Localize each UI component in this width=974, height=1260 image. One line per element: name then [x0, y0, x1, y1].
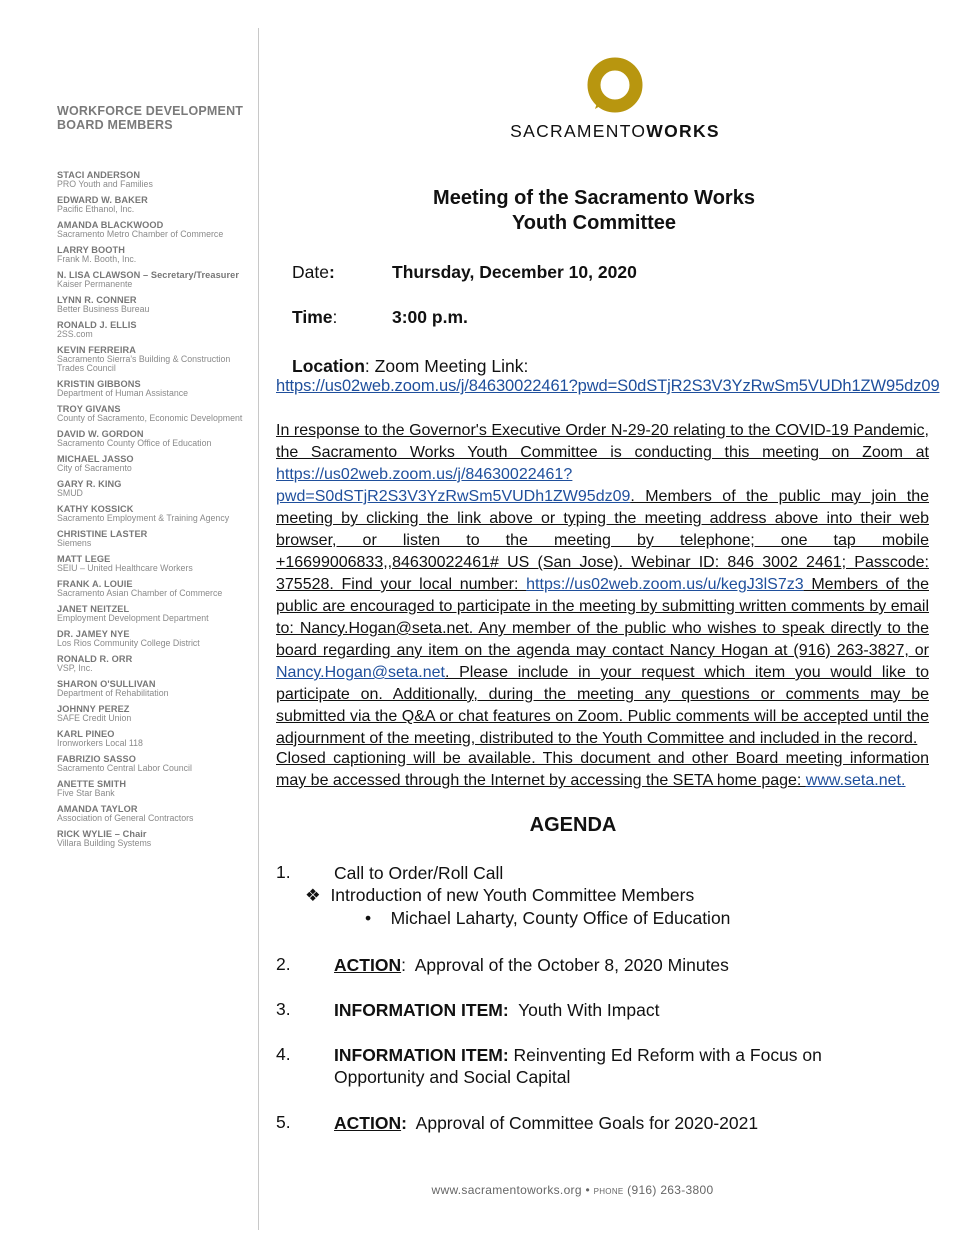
member-entry [57, 220, 252, 239]
agenda-item-1-text: Call to Order/Roll Call [334, 863, 504, 883]
member-name: RONALD J. ELLIS [57, 320, 137, 330]
member-name: GARY R. KING [57, 479, 122, 490]
member-organization: Association of General Contractors [57, 813, 194, 824]
member-name: ANETTE SMITH [57, 779, 127, 790]
member-list [57, 170, 252, 849]
member-organization: Sacramento Sierra's Building & Construction Trades Council [57, 354, 231, 374]
member-entry [57, 454, 252, 473]
local-number-link[interactable]: https://us02web.zoom.us/u/kegJ3lS7z3 [526, 576, 804, 593]
member-organization: Pacific Ethanol, Inc. [57, 204, 135, 214]
agenda-item-4: INFORMATION ITEM: Reinventing Ed Reform with a Focus on Opportunity and Social Capital [334, 1045, 822, 1087]
member-entry [57, 779, 252, 798]
member-organization: VSP, Inc. [57, 663, 93, 674]
zoom-meeting-link[interactable]: https://us02web.zoom.us/j/84630022461?pwd=S0dSTjR2S3V3YzRwSm5VUDh1ZW95dz09 [276, 377, 940, 395]
bullet-icon: • [365, 908, 372, 928]
captioning-paragraph: Closed captioning will be available. This document and other Board meeting information may be accessed through the Internet by accessing the SETA home page: www.seta.net. [276, 750, 929, 789]
logo-ring-icon [585, 57, 645, 117]
agenda-item-2-number: 2. [276, 954, 291, 974]
member-name: KEVIN FERREIRA [57, 345, 136, 355]
board-members-sidebar [57, 104, 252, 854]
member-entry [57, 554, 252, 573]
sidebar-title: WORKFORCE DEVELOPMENT BOARD MEMBERS [57, 104, 244, 132]
member-entry [57, 829, 252, 848]
agenda-item-2: ACTION: Approval of the October 8, 2020 Minutes [334, 955, 729, 975]
member-name: DR. JAMEY NYE [57, 629, 130, 640]
information-item-label: INFORMATION ITEM: [334, 1045, 509, 1065]
member-organization: Better Business Bureau [57, 304, 150, 314]
agenda-item-5-number: 5. [276, 1112, 291, 1132]
member-organization: Five Star Bank [57, 788, 115, 799]
member-organization: Kaiser Permanente [57, 279, 133, 289]
vertical-divider [258, 28, 259, 1230]
sacramento-works-logo [505, 55, 725, 147]
member-entry [57, 429, 252, 448]
member-organization: Sacramento County Office of Education [57, 438, 212, 449]
member-name: DAVID W. GORDON [57, 429, 144, 440]
member-entry [57, 295, 252, 314]
agenda-item-4-number: 4. [276, 1044, 291, 1064]
footer-phone-label: PHONE [593, 1187, 624, 1196]
member-name: AMANDA BLACKWOOD [57, 220, 164, 230]
footer-phone: (916) 263-3800 [623, 1183, 714, 1197]
member-entry [57, 195, 252, 214]
member-organization: Siemens [57, 538, 92, 549]
member-entry [57, 479, 252, 498]
time-value: 3:00 p.m. [392, 307, 468, 327]
member-organization: Frank M. Booth, Inc. [57, 254, 137, 264]
member-entry [57, 729, 252, 748]
member-name: SHARON O'SULLIVAN [57, 679, 156, 690]
member-entry [57, 270, 252, 289]
member-name: LARRY BOOTH [57, 245, 125, 255]
member-name: CHRISTINE LASTER [57, 529, 148, 540]
member-entry [57, 245, 252, 264]
agenda-item-3: INFORMATION ITEM: Youth With Impact [334, 1000, 660, 1020]
member-entry [57, 579, 252, 598]
action-label: ACTION [334, 955, 402, 975]
agenda-sub-sub-item: • Michael Laharty, County Office of Education [365, 908, 731, 928]
member-entry [57, 679, 252, 698]
member-name: JANET NEITZEL [57, 604, 130, 615]
member-name: JOHNNY PEREZ [57, 704, 130, 715]
member-entry [57, 170, 252, 189]
agenda-item-1-number: 1. [276, 862, 291, 882]
member-organization: PRO Youth and Families [57, 179, 153, 189]
seta-home-link[interactable]: www.seta.net. [805, 772, 906, 789]
member-name: EDWARD W. BAKER [57, 195, 148, 205]
member-organization: Department of Rehabilitation [57, 688, 169, 699]
member-entry [57, 504, 252, 523]
diamond-bullet-icon: ❖ [305, 885, 321, 905]
member-entry [57, 320, 252, 339]
information-item-label: INFORMATION ITEM: [334, 1000, 509, 1020]
member-name: STACI ANDERSON [57, 170, 141, 180]
member-entry [57, 404, 252, 423]
member-entry [57, 529, 252, 548]
member-name: KATHY KOSSICK [57, 504, 134, 515]
member-name: LYNN R. CONNER [57, 295, 137, 305]
action-label: ACTION [334, 1113, 402, 1133]
member-organization: 2SS.com [57, 329, 93, 339]
member-name: RICK WYLIE – Chair [57, 829, 147, 840]
member-name: N. LISA CLAWSON – Secretary/Treasurer [57, 270, 240, 280]
member-organization: SMUD [57, 488, 83, 499]
member-name: KRISTIN GIBBONS [57, 379, 141, 390]
page-footer: www.sacramentoworks.org • PHONE (916) 263-3800 [431, 1183, 714, 1197]
meeting-title [380, 186, 808, 236]
member-organization: Sacramento Asian Chamber of Commerce [57, 588, 223, 599]
member-entry [57, 654, 252, 673]
location-field [292, 356, 528, 377]
date-label: Date: [292, 262, 335, 282]
member-name: FRANK A. LOUIE [57, 579, 133, 590]
agenda-heading: AGENDA [529, 814, 617, 836]
member-name: MICHAEL JASSO [57, 454, 134, 465]
member-organization: SEIU – United Healthcare Workers [57, 563, 193, 574]
member-entry [57, 754, 252, 773]
time-label: Time: [292, 307, 338, 327]
logo-text-light: SACRAMENTO [510, 121, 647, 141]
location-value: : Zoom Meeting Link: [364, 356, 529, 376]
email-link[interactable]: Nancy.Hogan@seta.net [276, 664, 445, 681]
member-name: RONALD R. ORR [57, 654, 133, 665]
meeting-title-line1: Meeting of the Sacramento Works [433, 187, 755, 209]
member-entry [57, 704, 252, 723]
member-entry [57, 804, 252, 823]
logo-wordmark [505, 121, 725, 142]
member-name: KARL PINEO [57, 729, 115, 740]
member-organization: Sacramento Metro Chamber of Commerce [57, 229, 224, 239]
footer-website: www.sacramentoworks.org [431, 1183, 582, 1197]
member-organization: Ironworkers Local 118 [57, 738, 143, 749]
member-name: TROY GIVANS [57, 404, 121, 415]
member-organization: SAFE Credit Union [57, 713, 132, 724]
agenda-item-3-number: 3. [276, 999, 291, 1019]
member-entry [57, 379, 252, 398]
zoom-link-inline[interactable]: https://us02web.zoom.us/j/84630022461?pwd=S0dSTjR2S3V3YzRwSm5VUDh1ZW95dz09 [276, 466, 631, 505]
member-organization: Sacramento Employment & Training Agency [57, 513, 230, 524]
meeting-title-line2: Youth Committee [511, 212, 677, 234]
logo-text-bold: WORKS [646, 121, 720, 141]
member-organization: Sacramento Central Labor Council [57, 763, 192, 774]
member-organization: Villara Building Systems [57, 838, 152, 849]
member-entry [57, 345, 252, 374]
member-name: MATT LEGE [57, 554, 111, 565]
member-name: FABRIZIO SASSO [57, 754, 136, 765]
member-organization: Employment Development Department [57, 613, 209, 624]
location-label: Location [292, 356, 365, 376]
covid-notice-paragraph: In response to the Governor's Executive Order N-29-20 relating to the COVID-19 Pandemic, the Sacramento Works Youth Committee is conducting this meeting on Zoom at https://us02web.zoom.us/j/84630022461?pwd=S0dSTjR2S3V3YzRwSm5VUDh1ZW95dz09. Members of the public may join the meeting by clicking the link above or typing the meeting address above into their web browser, or listen to the meeting by telephone; one tap mobile +16699006833,,84630022461# US (San Jose). Webinar ID: 846 3002 2461; Passcode: 375528. Find your local number: https://us02web.zoom.us/u/kegJ3lS7z3 Members of the public are encouraged to participate in the meeting by submitting written comments by email to: Nancy.Hogan@seta.net. Any member of the public who wishes to speak directly to the board regarding any item on the agenda may contact Nancy Hogan at (916) 263-3827, or Nancy.Hogan@seta.net. Please include in your request which item you would like to participate on. Additionally, during the meeting any questions or comments may be submitted via the Q&A or chat features on Zoom. Public comments will be accepted until the adjournment of the meeting, distributed to the Youth Committee and included in the record. [276, 422, 929, 747]
member-name: AMANDA TAYLOR [57, 804, 138, 815]
date-value: Thursday, December 10, 2020 [392, 262, 637, 282]
member-organization: County of Sacramento, Economic Development [57, 413, 243, 424]
member-entry [57, 604, 252, 623]
member-organization: Los Rios Community College District [57, 638, 200, 649]
member-organization: Department of Human Assistance [57, 388, 189, 399]
member-organization: City of Sacramento [57, 463, 132, 474]
agenda-sub-item: ❖ Introduction of new Youth Committee Members [305, 885, 695, 905]
member-entry [57, 629, 252, 648]
agenda-item-5: ACTION: Approval of Committee Goals for 2020-2021 [334, 1113, 759, 1133]
